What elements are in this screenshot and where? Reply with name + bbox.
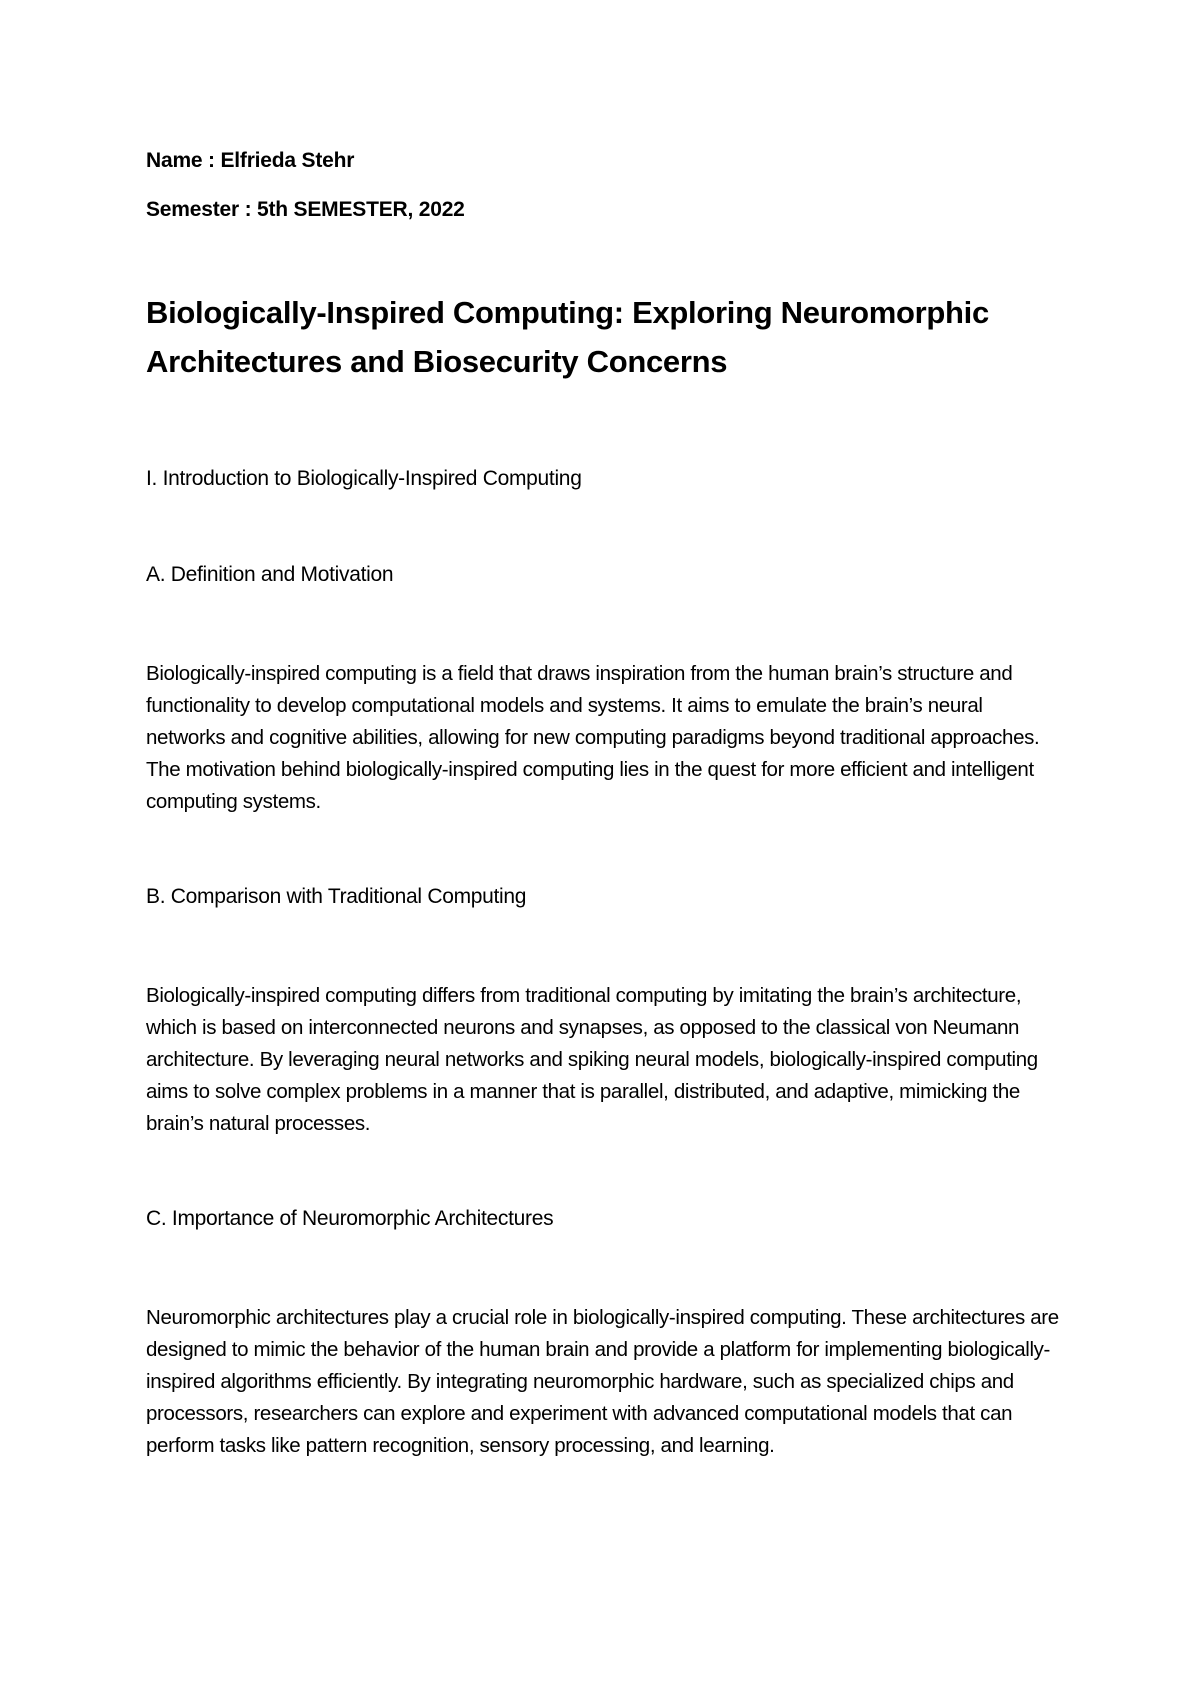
subsection-heading-neuromorphic: C. Importance of Neuromorphic Architectures [146, 1207, 554, 1230]
paragraph-comparison: Biologically-inspired computing differs from traditional computing by imitating the brain’s architecture, which is based on interconnected neurons and synapses, as opposed to the classical von Neumann architecture. By leveraging neural networks and spiking neural models, biologically-inspired computing aims to solve complex problems in a manner that is parallel, distributed, and adaptive, mimicking the brain’s natural processes. [146, 984, 1038, 1135]
document-title: Biologically-Inspired Computing: Exploring Neuromorphic Architectures and Biosecurity Concerns [146, 295, 989, 379]
student-name: Name : Elfrieda Stehr [146, 149, 355, 172]
subsection-heading-comparison: B. Comparison with Traditional Computing [146, 885, 527, 908]
paragraph-neuromorphic: Neuromorphic architectures play a crucial role in biologically-inspired computing. These architectures are designed to mimic the behavior of the human brain and provide a platform for implementing biologically-inspired algorithms efficiently. By integrating neuromorphic hardware, such as specialized chips and processors, researchers can explore and experiment with advanced computational models that can perform tasks like pattern recognition, sensory processing, and learning. [146, 1306, 1059, 1457]
section-heading-introduction: I. Introduction to Biologically-Inspired Computing [146, 467, 582, 490]
subsection-heading-definition: A. Definition and Motivation [146, 563, 394, 586]
semester-line: Semester : 5th SEMESTER, 2022 [146, 198, 465, 221]
paragraph-definition: Biologically-inspired computing is a field that draws inspiration from the human brain’s structure and functionality to develop computational models and systems. It aims to emulate the brain’s neural networks and cognitive abilities, allowing for new computing paradigms beyond traditional approaches. The motivation behind biologically-inspired computing lies in the quest for more efficient and intelligent computing systems. [146, 662, 1040, 813]
